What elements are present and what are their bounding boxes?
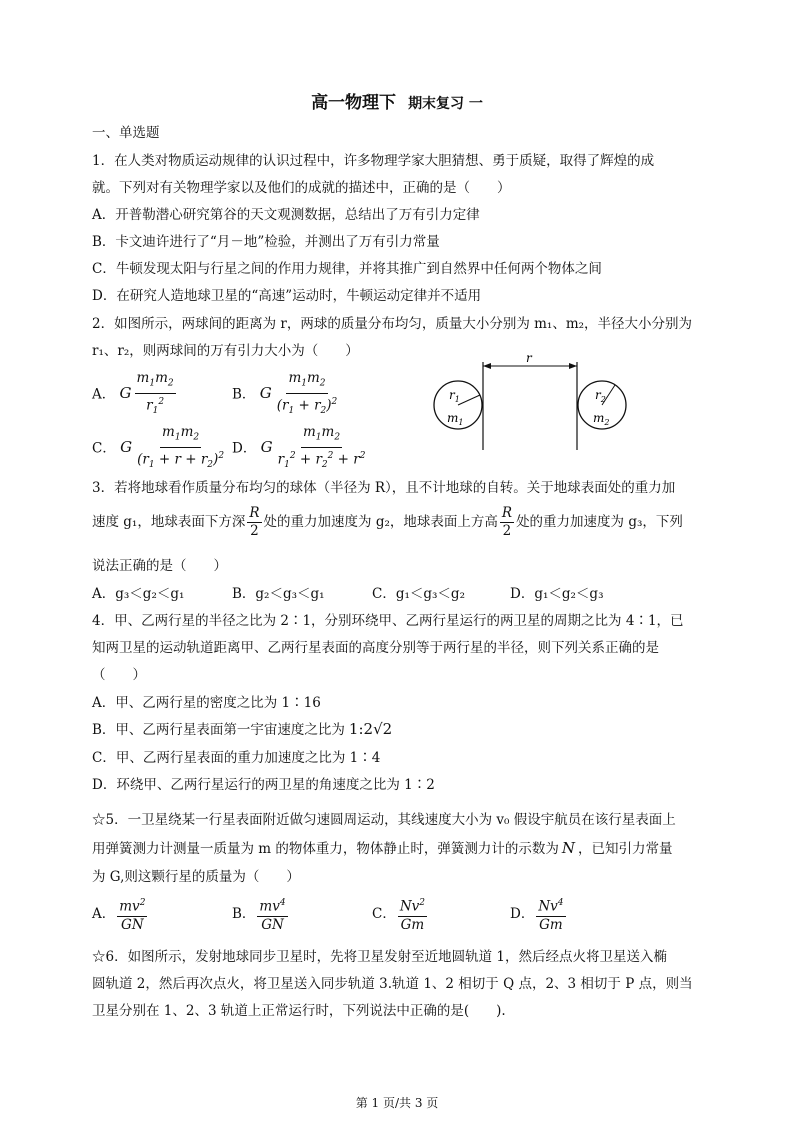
title-subtitle: 期末复习 一 [408,96,483,112]
q1-option-c: C．牛顿发现太阳与行星之间的作用力规律，并将其推广到自然界中任何两个物体之间 [92,261,602,277]
q2-figure [425,350,640,450]
page-footer: 第 1 页/共 3 页 [355,1096,439,1110]
sphere-2-mass-label: $m_2$ [593,411,610,427]
q5-stem-line1: ☆5．一卫星绕某一行星表面附近做匀速圆周运动，其线速度大小为 v₀ 假设宇航员在该行星表面上 [92,812,676,828]
q2-option-d: D． G $\frac{m_1m_2}{r_1^2 + r_2^2 + r^2}$ [232,424,366,470]
q4-option-c: C．甲、乙两行星表面的重力加速度之比为 1∶4 [92,750,381,766]
q5-stem-line2: 用弹簧测力计测量一质量为 m 的物体重力，物体静止时，弹簧测力计的示数为 N ，已知引力常量 [92,839,673,857]
q3-stem-line1: 3．若将地球看作质量分布均匀的球体（半径为 R），且不计地球的自转。关于地球表面处的重力加 [92,480,676,496]
q1-option-d: D．在研究人造地球卫星的“高速”运动时，牛顿运动定律并不适用 [92,288,482,304]
q2-option-c: C． G $\frac{m_1m_2}{(r_1 + r + r_2)^2}$ [92,424,225,470]
page-title [0,88,794,113]
q2-stem-line1: 2．如图所示，两球间的距离为 r，两球的质量分布均匀，质量大小分别为 m₁、m₂，半径大小分别为 [92,316,693,332]
q3-option-c: C．g₁＜g₃＜g₂ [372,586,465,602]
q4-option-d: D．环绕甲、乙两行星运行的两卫星的角速度之比为 1∶2 [92,777,435,793]
q1-stem-line1: 1．在人类对物质运动规律的认识过程中，许多物理学家大胆猜想、勇于质疑，取得了辉煌的成 [92,153,655,169]
sphere-1-mass-label: $m_1$ [447,411,464,427]
q4-stem-line3: （ ） [92,667,146,683]
q2-option-b: B． G $\frac{m_1m_2}{(r_1 + r_2)^2}$ [232,370,338,416]
q4-stem-line1: 4．甲、乙两行星的半径之比为 2∶1，分别环绕甲、乙两行星运行的两卫星的周期之比为 4∶1，已 [92,613,684,629]
q6-stem-line2: 圆轨道 2，然后再次点火，将卫星送入同步轨道 3.轨道 1、2 相切于 Q 点，2、3 相切于 P 点，则当 [92,976,693,992]
title-main: 高一物理下 [311,93,397,113]
q5-option-c: C． $\frac{Nv^2}{Gm}$ [372,895,429,934]
q2-stem-line2: r₁、r₂，则两球间的万有引力大小为（ ） [92,343,359,359]
q3-option-d: D．g₁＜g₂＜g₃ [510,586,604,602]
q6-stem-line3: 卫星分别在 1、2、3 轨道上正常运行时，下列说法中正确的是( ). [92,1003,506,1019]
q4-option-b: B．甲、乙两行星表面第一宇宙速度之比为 1:2√2 [92,720,393,738]
q3-option-a: A．g₃＜g₂＜g₁ [92,586,185,602]
distance-label: r [526,351,532,365]
sphere-2-radius-label: $r_2$ [595,388,606,404]
q5-option-b: B． $\frac{mv^4}{GN}$ [232,895,290,934]
q5-option-a: A． $\frac{mv^2}{GN}$ [92,895,149,934]
q1-option-b: B．卡文迪许进行了“月－地”检验，并测出了万有引力常量 [92,234,440,250]
q4-stem-line2: 知两卫星的运动轨道距离甲、乙两行星表面的高度分别等于两行星的半径，则下列关系正确的是 [92,640,659,656]
distance-arrow-left [483,363,491,369]
q1-stem-line2: 就。下列对有关物理学家以及他们的成就的描述中，正确的是（ ） [92,180,511,196]
q3-stem-line2: 速度 g₁，地球表面下方深 $\frac{R}{2}$ 处的重力加速度为 g₂，地球表面上方高 $\frac{R}{2}$ 处的重力加速度为 g₃，下列 [92,505,683,539]
distance-arrow-right [569,363,577,369]
sphere-1-radius [458,395,480,405]
q1-option-a: A．开普勒潜心研究第谷的天文观测数据，总结出了万有引力定律 [92,207,480,223]
q3-option-b: B．g₂＜g₃＜g₁ [232,586,325,602]
q4-option-b-math: 1:2√2 [348,720,393,738]
q5-option-d: D． $\frac{Nv^4}{Gm}$ [510,895,568,934]
q6-stem-line1: ☆6．如图所示，发射地球同步卫星时，先将卫星发射至近地圆轨道 1，然后经点火将卫星送入椭 [92,949,667,965]
q3-stem-line3: 说法正确的是（ ） [92,558,227,574]
q5-stem-line3: 为 G,则这颗行星的质量为（ ） [92,869,300,885]
section-heading: 一、单选题 [92,125,160,141]
sphere-1-radius-label: $r_1$ [449,388,460,404]
q2-option-a: A． G $\frac{m_1m_2}{r_1^2}$ [92,370,174,416]
q4-option-a: A．甲、乙两行星的密度之比为 1∶16 [92,695,321,711]
